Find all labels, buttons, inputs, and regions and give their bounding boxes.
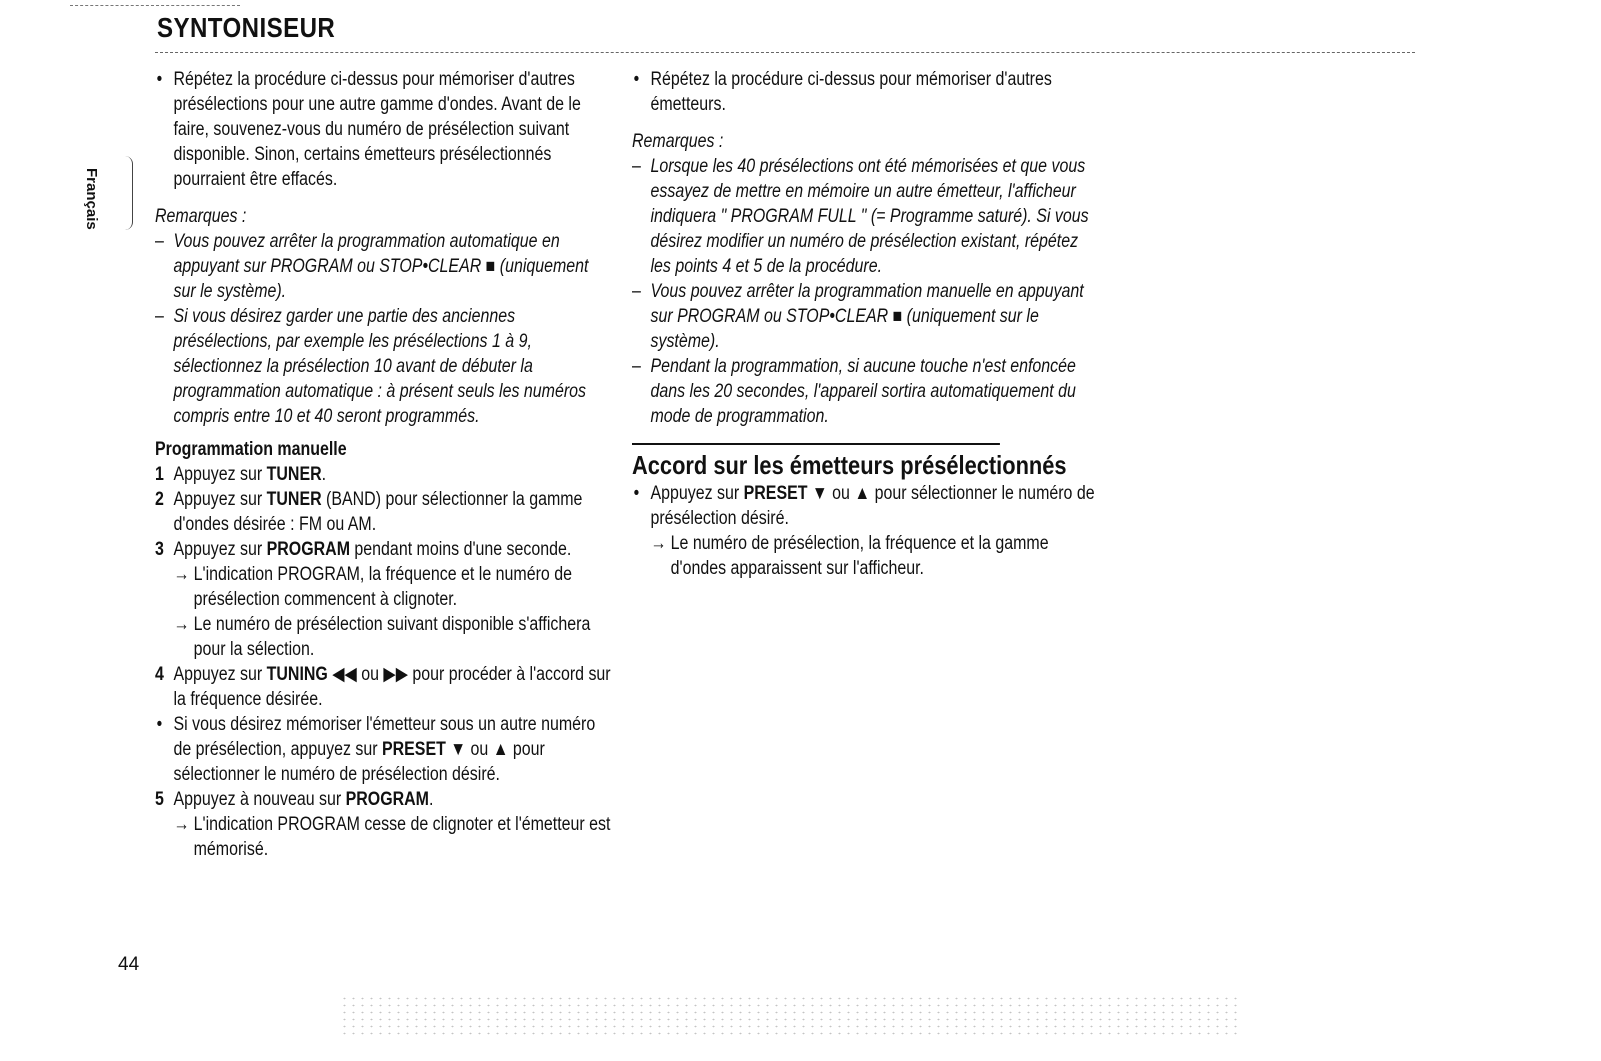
- step-text: ou ▶▶ pour procéder à l'accord sur la fréquence désirée.: [173, 664, 611, 710]
- step-3-result-2: → Le numéro de présélection suivant disponible s'affichera pour la sélection.: [155, 612, 615, 662]
- key-name: PROGRAM: [345, 789, 429, 810]
- left-bullet-repeat: • Répétez la procédure ci-dessus pour mémoriser d'autres présélections pour une autre gamme d'ondes. Avant de le faire, souvenez-vous du numéro de présélection suivant disponible. Sinon, certains émetteurs présélectionnés pourraient être effacés.: [155, 67, 615, 192]
- title-divider: [155, 52, 1415, 53]
- step-5: [155, 787, 615, 812]
- bullet-text: ou ▲ pour sélectionner le numéro de présélection désiré.: [173, 739, 545, 785]
- step-text: Appuyez à nouveau sur: [173, 789, 346, 810]
- right-column: [632, 67, 1102, 581]
- step-4: [155, 662, 615, 712]
- bullet-text: ou ▲ pour sélectionner le numéro de présélection désiré.: [650, 483, 1095, 529]
- left-bullet-preset: [155, 712, 615, 787]
- step-text: Appuyez sur: [173, 664, 267, 685]
- step-5-result: → L'indication PROGRAM cesse de clignoter et l'émetteur est mémorisé.: [155, 812, 615, 862]
- step-text: .: [321, 464, 327, 485]
- step-number: 5: [155, 789, 164, 810]
- left-column: [155, 67, 615, 862]
- left-remark-1: – Vous pouvez arrêter la programmation automatique en appuyant sur PROGRAM ou STOP•CLEAR ■ (uniquement sur le système).: [155, 229, 615, 304]
- step-3-result-1: → L'indication PROGRAM, la fréquence et le numéro de présélection commencent à clignoter.: [155, 562, 615, 612]
- bullet-text: Appuyez sur: [650, 483, 744, 504]
- step-text: Appuyez sur: [173, 464, 267, 485]
- bullet-text: Si vous désirez mémoriser l'émetteur sous un autre numéro de présélection, appuyez sur: [173, 714, 596, 760]
- language-tab-label: Français: [83, 168, 100, 230]
- key-name: PROGRAM: [266, 539, 350, 560]
- step-text: .: [428, 789, 434, 810]
- page-title: SYNTONISEUR: [157, 12, 336, 43]
- step-text: Appuyez sur: [173, 539, 267, 560]
- scan-artifact-top: [70, 5, 240, 6]
- key-name: TUNER: [266, 464, 322, 485]
- step-text: (BAND) pour sélectionner la gamme d'ondes désirée : FM ou AM.: [173, 489, 583, 535]
- preset-result: → Le numéro de présélection, la fréquence et la gamme d'ondes apparaissent sur l'afficheur.: [632, 531, 1102, 581]
- right-remark-3: – Pendant la programmation, si aucune touche n'est enfoncée dans les 20 secondes, l'appareil sortira automatiquement du mode de programmation.: [632, 354, 1102, 429]
- key-name: TUNING ◀◀: [266, 664, 357, 685]
- step-2: [155, 487, 615, 537]
- right-bullet-repeat: • Répétez la procédure ci-dessus pour mémoriser d'autres émetteurs.: [632, 67, 1102, 117]
- section-divider: [632, 443, 1000, 445]
- step-1: [155, 462, 615, 487]
- step-number: 4: [155, 664, 164, 685]
- left-remarks-heading: Remarques :: [155, 206, 247, 227]
- key-name: PRESET ▼: [381, 739, 467, 760]
- step-text: Appuyez sur: [173, 489, 267, 510]
- manual-programming-heading: Programmation manuelle: [155, 439, 347, 460]
- key-name: PRESET ▼: [743, 483, 828, 504]
- step-number: 2: [155, 489, 164, 510]
- scan-noise: [340, 995, 1240, 1035]
- step-text: pendant moins d'une seconde.: [349, 539, 572, 560]
- step-number: 3: [155, 539, 164, 560]
- right-remark-2: – Vous pouvez arrêter la programmation manuelle en appuyant sur PROGRAM ou STOP•CLEAR ■ (uniquement sur le système).: [632, 279, 1102, 354]
- right-bullet-preset: [632, 481, 1102, 531]
- preset-tuning-heading: Accord sur les émetteurs présélectionnés: [632, 450, 1067, 480]
- left-remark-2: – Si vous désirez garder une partie des anciennes présélections, par exemple les présélections 1 à 9, sélectionnez la présélection 10 avant de débuter la programmation automatique : à présent seuls les numéros compris entre 10 et 40 seront programmés.: [155, 304, 615, 429]
- step-number: 1: [155, 464, 164, 485]
- right-remark-1: – Lorsque les 40 présélections ont été mémorisées et que vous essayez de mettre en mémoire un autre émetteur, l'afficheur indiquera " PROGRAM FULL " (= Programme saturé). Si vous désirez modifier un numéro de présélection existant, répétez les points 4 et 5 de la procédure.: [632, 154, 1102, 279]
- side-tab-bracket: [118, 156, 133, 230]
- right-remarks-heading: Remarques :: [632, 131, 724, 152]
- key-name: TUNER: [266, 489, 322, 510]
- page-number: 44: [118, 954, 140, 975]
- step-3: [155, 537, 615, 562]
